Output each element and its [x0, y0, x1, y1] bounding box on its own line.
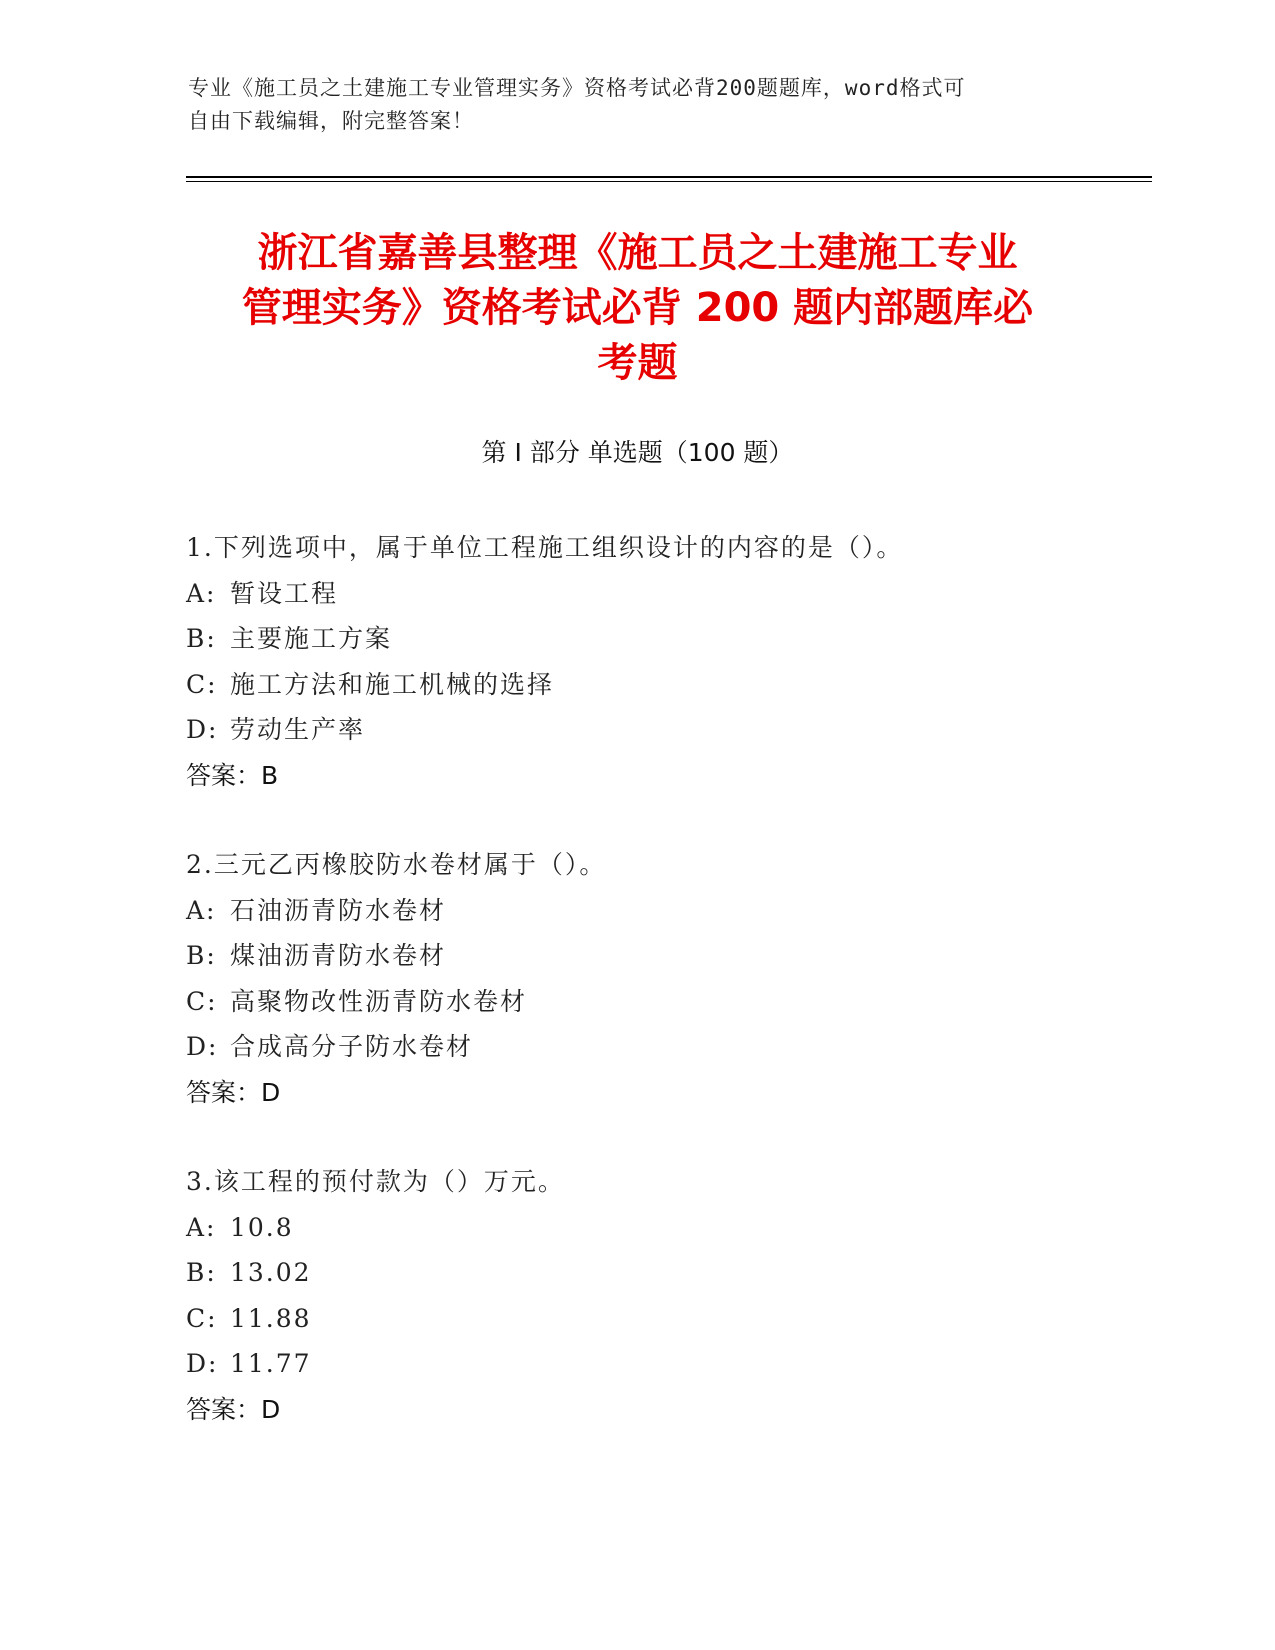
answer-line: 答案：D — [186, 1077, 281, 1107]
option-d — [186, 1024, 1146, 1070]
header-divider-thick — [186, 176, 1152, 178]
question-stem: 2.三元乙丙橡胶防水卷材属于（）。 — [186, 850, 607, 879]
option-key: A: — [186, 1212, 217, 1242]
option-key: C: — [186, 669, 218, 699]
option-key: D: — [186, 1349, 219, 1378]
option-key: A: — [186, 895, 217, 925]
header-note — [188, 72, 1068, 138]
option-key: B: — [186, 1258, 217, 1287]
title-line: 考题 — [597, 340, 678, 386]
option-b — [186, 1250, 1146, 1296]
option-key: A: — [186, 578, 217, 608]
option-text: 11.88 — [230, 1303, 312, 1333]
option-text: 暂设工程 — [230, 578, 339, 608]
option-text: 高聚物改性沥青防水卷材 — [230, 986, 528, 1016]
document-title — [180, 226, 1095, 391]
header-divider-thin — [186, 181, 1152, 182]
option-c — [186, 1296, 1146, 1342]
question-list — [186, 525, 1146, 1476]
option-text: 施工方法和施工机械的选择 — [230, 669, 555, 699]
option-b — [186, 616, 1146, 662]
option-key: C: — [186, 1303, 218, 1333]
option-d — [186, 707, 1146, 753]
option-text: 石油沥青防水卷材 — [230, 895, 447, 925]
option-c — [186, 979, 1146, 1025]
question-stem: 3.该工程的预付款为（）万元。 — [186, 1167, 565, 1196]
option-key: D: — [186, 715, 219, 744]
option-d — [186, 1341, 1146, 1387]
question-item — [186, 525, 1146, 798]
question-stem: 1.下列选项中，属于单位工程施工组织设计的内容的是（）。 — [186, 533, 904, 562]
answer-line: 答案：B — [186, 760, 279, 790]
section-heading: 第 I 部分 单选题（100 题） — [481, 438, 794, 467]
option-key: D: — [186, 1032, 219, 1061]
option-text: 煤油沥青防水卷材 — [230, 941, 447, 970]
option-text: 主要施工方案 — [230, 624, 393, 653]
header-note-line: 自由下载编辑，附完整答案！ — [188, 109, 474, 133]
title-line: 管理实务》资格考试必背 200 题内部题库必 — [241, 285, 1034, 331]
question-item — [186, 1159, 1146, 1432]
option-a — [186, 888, 1146, 934]
option-c — [186, 662, 1146, 708]
option-text: 合成高分子防水卷材 — [230, 1032, 474, 1061]
question-item — [186, 842, 1146, 1115]
title-line: 浙江省嘉善县整理《施工员之土建施工专业 — [257, 230, 1018, 276]
option-text: 10.8 — [230, 1212, 294, 1242]
option-text: 劳动生产率 — [230, 715, 366, 744]
option-text: 11.77 — [230, 1349, 312, 1378]
option-key: C: — [186, 986, 218, 1016]
answer-line: 答案：D — [186, 1394, 281, 1424]
option-a — [186, 571, 1146, 617]
option-key: B: — [186, 624, 217, 653]
option-b — [186, 933, 1146, 979]
option-text: 13.02 — [230, 1258, 312, 1287]
option-a — [186, 1205, 1146, 1251]
option-key: B: — [186, 941, 217, 970]
header-note-line: 专业《施工员之土建施工专业管理实务》资格考试必背200题题库，word格式可 — [188, 76, 966, 100]
